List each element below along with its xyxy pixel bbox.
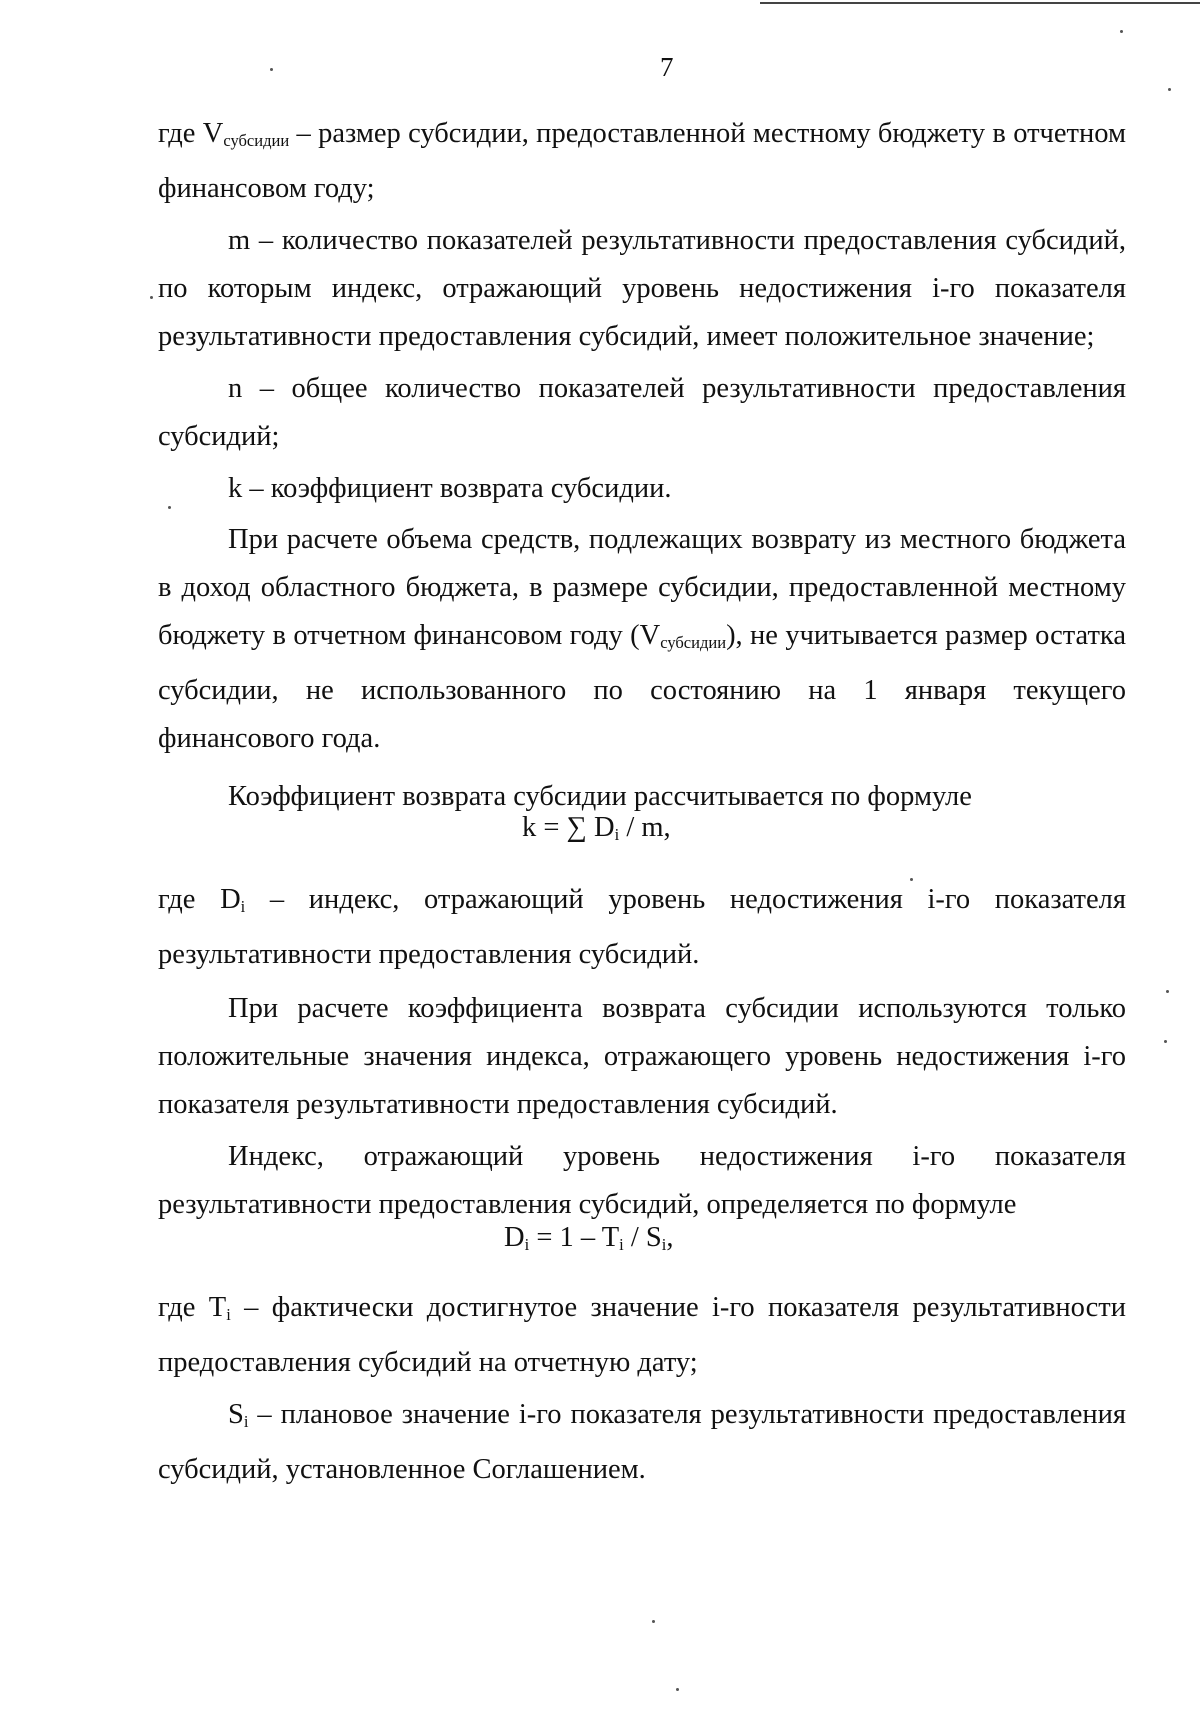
text: / m,	[619, 812, 671, 843]
scan-speck	[910, 878, 913, 881]
paragraph-refund-volume	[158, 516, 1126, 763]
scan-speck	[270, 68, 273, 71]
definitions-block	[158, 110, 1126, 513]
refund-calculation-block	[158, 516, 1126, 821]
paragraph-n-definition: n – общее количество показателей результативности предоставления субсидий;	[158, 373, 1126, 453]
text: – фактически достигнутое значение i-го показателя результативности предоставления субсидий на отчетную дату;	[158, 1292, 1126, 1379]
text: ), не учитывается размер остатка субсидии, не использованного по состоянию на 1 января текущего финансового года.	[158, 620, 1126, 755]
text: При расчете объема средств, подлежащих возврату из местного бюджета в доход областного бюджета, в размере субсидии, предоставленной местному бюджету в отчетном финансовом году (V	[158, 524, 1126, 651]
text: k = ∑ D	[522, 812, 615, 843]
text: где D	[158, 884, 241, 915]
scan-speck	[676, 1688, 679, 1691]
paragraph-s-definition	[158, 1391, 1126, 1494]
subscript: i	[524, 1235, 530, 1255]
text: S	[228, 1399, 244, 1431]
subscript: i	[243, 1412, 249, 1432]
scan-speck	[1168, 88, 1171, 91]
text: / S	[623, 1222, 662, 1253]
subscript: i	[619, 1235, 624, 1255]
text: где T	[158, 1292, 227, 1323]
text: где V	[158, 118, 224, 149]
paragraph-v-subsidy	[158, 110, 1126, 213]
scan-speck	[1166, 990, 1169, 993]
paragraph-k-definition: k – коэффициент возврата субсидии.	[228, 473, 672, 505]
subscript: i	[614, 825, 620, 845]
text: ,	[666, 1222, 674, 1253]
subscript: i	[661, 1235, 667, 1255]
subscript: субсидии	[223, 131, 290, 151]
paragraph-m-definition: m – количество показателей результативности предоставления субсидий, по которым индекс, отражающий уровень недостижения i-го показателя результативности предоставления субсидий, имеет положительное значение;	[158, 225, 1126, 353]
page-number: 7	[660, 52, 674, 82]
scan-speck	[1164, 1040, 1167, 1043]
subscript: субсидии	[660, 633, 727, 653]
subscript: i	[226, 1305, 231, 1325]
text: – плановое значение i-го показателя результативности предоставления субсидий, установленное Соглашением.	[158, 1399, 1126, 1486]
formula-d	[504, 1222, 674, 1255]
scan-speck	[150, 296, 153, 299]
scan-speck	[652, 1620, 655, 1623]
paragraph-d-definition	[158, 876, 1126, 979]
paragraph-coefficient-intro: Коэффициент возврата субсидии рассчитывается по формуле	[228, 781, 972, 813]
scan-edge-line	[760, 2, 1200, 4]
text: D	[504, 1222, 525, 1253]
index-block	[158, 876, 1126, 1229]
paragraph-t-definition	[158, 1284, 1126, 1387]
text: – размер субсидии, предоставленной местному бюджету в отчетном финансовом году;	[158, 118, 1126, 205]
scan-speck	[1120, 30, 1123, 33]
formula-k	[522, 812, 671, 845]
subscript: i	[240, 897, 246, 917]
text: = 1 – T	[529, 1222, 620, 1253]
text: – индекс, отражающий уровень недостижения i-го показателя результативности предоставления субсидий.	[158, 884, 1126, 971]
paragraph-positive-values: При расчете коэффициента возврата субсидии используются только положительные значения индекса, отражающего уровень недостижения i-го показателя результативности предоставления субсидий.	[158, 993, 1126, 1121]
scan-speck	[168, 506, 171, 509]
paragraph-index-intro: Индекс, отражающий уровень недостижения i-го показателя результативности предоставления субсидий, определяется по формуле	[158, 1141, 1126, 1221]
variables-block	[158, 1284, 1126, 1494]
